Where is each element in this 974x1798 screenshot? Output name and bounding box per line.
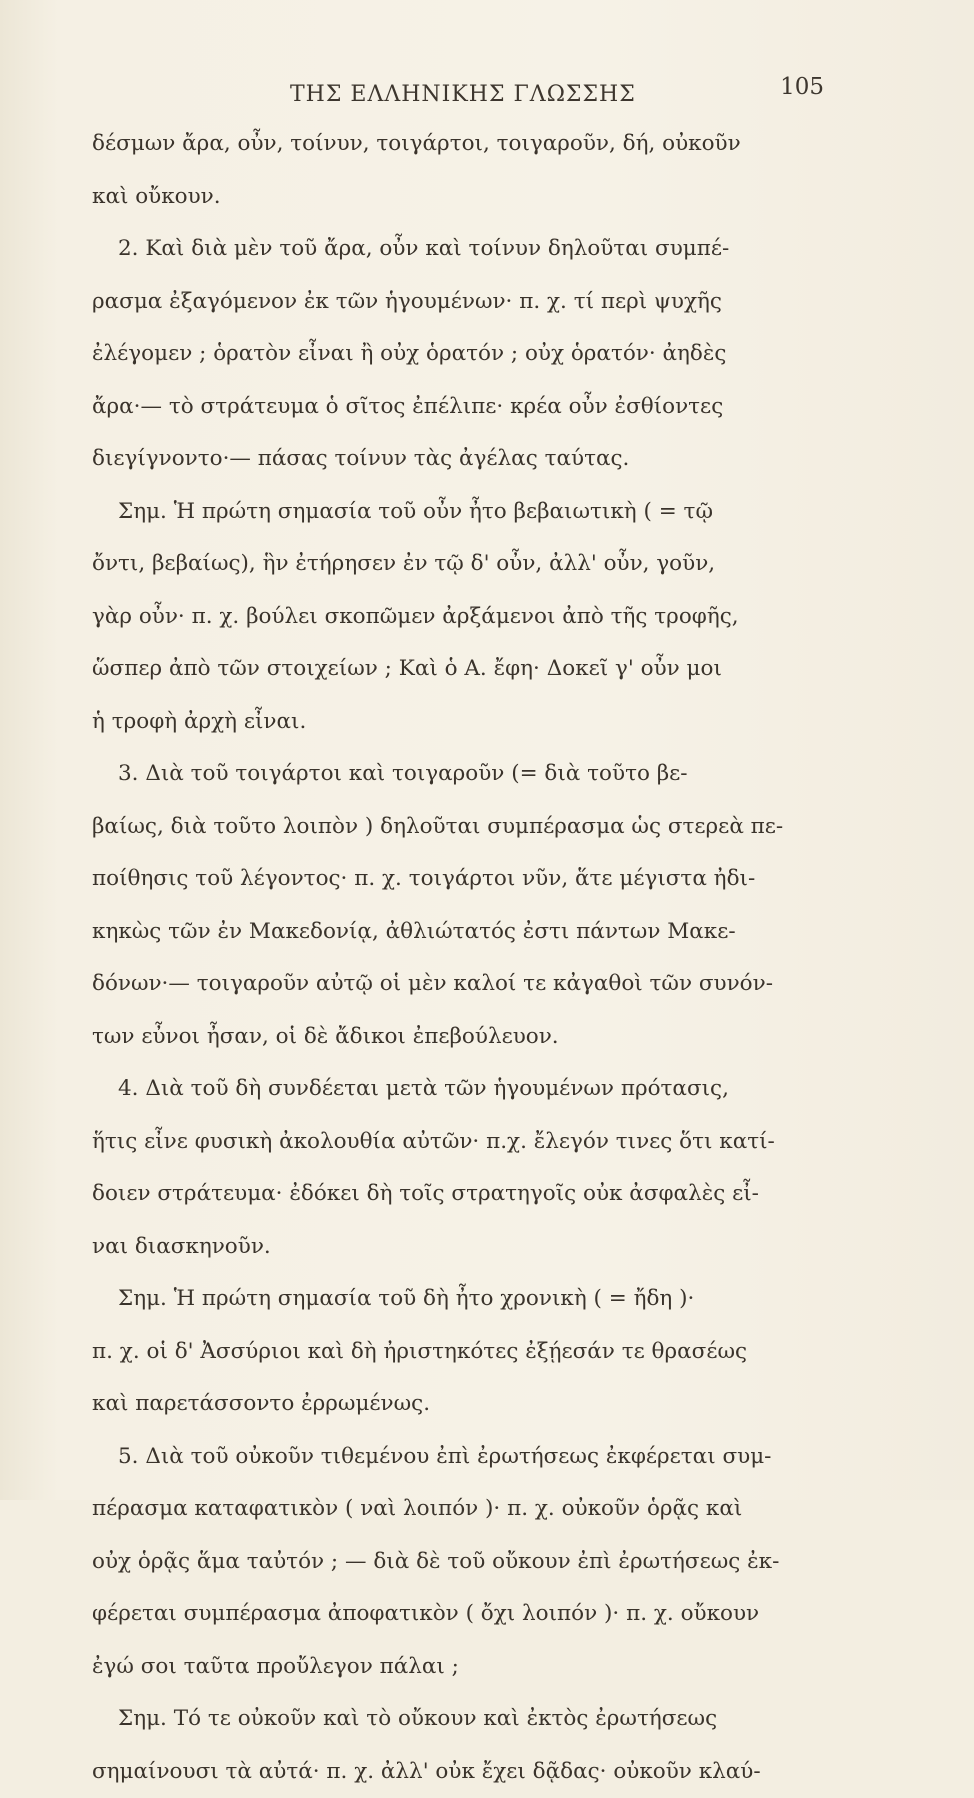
page-header — [90, 74, 830, 114]
paragraph-start-line: 5. Διὰ τοῦ οὐκοῦν τιθεμένου ἐπὶ ἐρωτήσεως ἐκφέρεται συμ- — [92, 1431, 828, 1484]
text-line: ἄρα·— τὸ στράτευμα ὁ σῖτος ἐπέλιπε· κρέα οὖν ἐσθίοντες — [92, 381, 828, 434]
text-line: ἥτις εἶνε φυσικὴ ἀκολουθία αὐτῶν· π.χ. ἔλεγόν τινες ὅτι κατί- — [92, 1116, 828, 1169]
text-line: οὐχ ὁρᾷς ἅμα ταὐτόν ; — διὰ δὲ τοῦ οὔκουν ἐπὶ ἐρωτήσεως ἐκ- — [92, 1536, 828, 1589]
text-line: ἐλέγομεν ; ὁρατὸν εἶναι ἢ οὐχ ὁρατόν ; οὐχ ὁρατόν· ἀηδὲς — [92, 328, 828, 381]
text-line: π. χ. οἱ δ' Ἀσσύριοι καὶ δὴ ἠριστηκότες ἐξῄεσάν τε θρασέως — [92, 1326, 828, 1379]
note-start-line: Σημ. Ἡ πρώτη σημασία τοῦ δὴ ἦτο χρονικὴ ( = ἤδη )· — [92, 1273, 828, 1326]
text-line: πέρασμα καταφατικὸν ( ναὶ λοιπόν )· π. χ. οὐκοῦν ὁρᾷς καὶ — [92, 1483, 828, 1536]
paragraph-start-line: 4. Διὰ τοῦ δὴ συνδέεται μετὰ τῶν ἡγουμένων πρότασις, — [92, 1063, 828, 1116]
text-line: ποίθησις τοῦ λέγοντος· π. χ. τοιγάρτοι νῦν, ἅτε μέγιστα ἠδι- — [92, 853, 828, 906]
paragraph-start-line: 3. Διὰ τοῦ τοιγάρτοι καὶ τοιγαροῦν (= διὰ τοῦτο βε- — [92, 748, 828, 801]
page-number: 105 — [780, 74, 824, 100]
text-line: ρασμα ἐξαγόμενον ἐκ τῶν ἡγουμένων· π. χ. τί περὶ ψυχῆς — [92, 276, 828, 329]
text-line: καὶ οὔκουν. — [92, 171, 828, 224]
text-line: φέρεται συμπέρασμα ἀποφατικὸν ( ὄχι λοιπόν )· π. χ. οὔκουν — [92, 1588, 828, 1641]
note-start-line: Σημ. Ἡ πρώτη σημασία τοῦ οὖν ἦτο βεβαιωτικὴ ( = τῷ — [92, 486, 828, 539]
paragraph-start-line: 2. Καὶ διὰ μὲν τοῦ ἄρα, οὖν καὶ τοίνυν δηλοῦται συμπέ- — [92, 223, 828, 276]
text-line: δοιεν στράτευμα· ἐδόκει δὴ τοῖς στρατηγοῖς οὐκ ἀσφαλὲς εἶ- — [92, 1168, 828, 1221]
text-line: ναι διασκηνοῦν. — [92, 1221, 828, 1274]
text-line: σημαίνουσι τὰ αὐτά· π. χ. ἀλλ' οὐκ ἔχει δᾷδας· οὐκοῦν κλαύ- — [92, 1746, 828, 1798]
text-line: ὥσπερ ἀπὸ τῶν στοιχείων ; Καὶ ὁ Α. ἔφη· Δοκεῖ γ' οὖν μοι — [92, 643, 828, 696]
text-line: καὶ παρετάσσοντο ἐρρωμένως. — [92, 1378, 828, 1431]
text-line: δέσμων ἄρα, οὖν, τοίνυν, τοιγάρτοι, τοιγαροῦν, δή, οὐκοῦν — [92, 118, 828, 171]
note-start-line: Σημ. Τό τε οὐκοῦν καὶ τὸ οὔκουν καὶ ἐκτὸς ἐρωτήσεως — [92, 1693, 828, 1746]
text-line: δόνων·— τοιγαροῦν αὐτῷ οἱ μὲν καλοί τε κἀγαθοὶ τῶν συνόν- — [92, 958, 828, 1011]
text-line: διεγίγνοντο·— πάσας τοίνυν τὰς ἀγέλας ταύτας. — [92, 433, 828, 486]
text-line: κηκὼς τῶν ἐν Μακεδονίᾳ, ἀθλιώτατός ἐστι πάντων Μακε- — [92, 906, 828, 959]
text-line: των εὖνοι ἦσαν, οἱ δὲ ἄδικοι ἐπεβούλευον. — [92, 1011, 828, 1064]
running-title: ΤΗΣ ΕΛΛΗΝΙΚΗΣ ΓΛΩΣΣΗΣ — [290, 82, 636, 107]
text-line: ὄντι, βεβαίως), ἣν ἐτήρησεν ἐν τῷ δ' οὖν, ἀλλ' οὖν, γοῦν, — [92, 538, 828, 591]
text-line: βαίως, διὰ τοῦτο λοιπὸν ) δηλοῦται συμπέρασμα ὡς στερεὰ πε- — [92, 801, 828, 854]
text-line: ἡ τροφὴ ἀρχὴ εἶναι. — [92, 696, 828, 749]
text-line: ἐγώ σοι ταῦτα προὔλεγον πάλαι ; — [92, 1641, 828, 1694]
body-text — [92, 118, 828, 1798]
text-line: γὰρ οὖν· π. χ. βούλει σκοπῶμεν ἀρξάμενοι ἀπὸ τῆς τροφῆς, — [92, 591, 828, 644]
